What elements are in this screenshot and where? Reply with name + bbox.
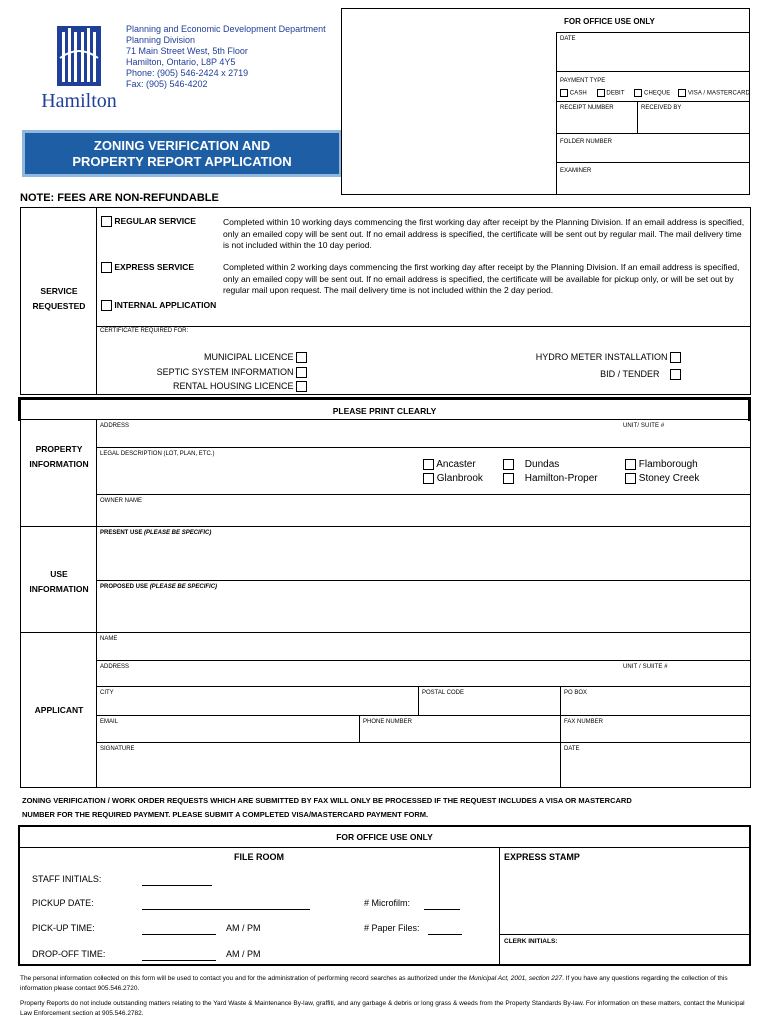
visa-mastercard-label: VISA / MASTERCARD [687, 90, 750, 97]
city-field[interactable] [97, 687, 419, 716]
receipt-number-field[interactable] [557, 102, 638, 134]
hamilton-proper-checkbox[interactable] [503, 473, 514, 484]
express-service-desc: Completed within 2 working days commencing the first working day after receipt by the Planning Division. If an email address is specified, only an emailed copy will be sent out. If no email address is specified, the certificate will be available for pickup only, or will be set out by regular mail upon request. The mail delivery time is not included within the 2 day period. [223, 262, 740, 295]
proposed-use-field[interactable] [97, 581, 751, 632]
hamilton-logo [38, 22, 120, 114]
present-use-field[interactable] [97, 527, 751, 581]
use-section [20, 526, 751, 633]
service-label-col [21, 208, 97, 394]
property-address-field[interactable] [97, 420, 751, 448]
pickup-time-line[interactable] [142, 934, 216, 935]
debit-checkbox[interactable] [597, 89, 605, 97]
pickup-date-label: PICKUP DATE: [32, 898, 94, 908]
owner-name-field[interactable] [97, 495, 751, 526]
fax-notice-line2: NUMBER FOR THE REQUIRED PAYMENT. PLEASE SUBMIT A COMPLETED VISA/MASTERCARD PAYMENT FORM. [22, 810, 429, 819]
ancaster-checkbox[interactable] [423, 459, 434, 470]
fax-number-label: FAX NUMBER [564, 719, 604, 725]
ancaster-label: Ancaster [436, 459, 476, 470]
microfilm-label: # Microfilm: [364, 898, 411, 908]
bid-tender-checkbox[interactable] [670, 369, 681, 380]
owner-name-label: OWNER NAME [100, 498, 142, 504]
applicant-name-label: NAME [100, 636, 118, 642]
property-unit-label: UNIT/ SUITE # [623, 423, 665, 429]
cash-label: CASH [569, 90, 587, 97]
clerk-initials-label: CLERK INITIALS: [504, 938, 558, 945]
regular-service-label: REGULAR SERVICE [114, 216, 196, 226]
folder-number-label: FOLDER NUMBER [560, 139, 613, 145]
microfilm-line[interactable] [424, 909, 460, 910]
municipal-licence-checkbox[interactable] [296, 352, 307, 363]
hydro-meter-label: HYDRO METER INSTALLATION [535, 352, 668, 362]
property-address-label: ADDRESS [100, 423, 130, 429]
form-title-line1: ZONING VERIFICATION AND [93, 138, 271, 153]
septic-system-label: SEPTIC SYSTEM INFORMATION [156, 367, 294, 377]
po-box-field[interactable] [561, 687, 751, 716]
express-stamp-label: EXPRESS STAMP [504, 852, 580, 862]
fax-notice-line1: ZONING VERIFICATION / WORK ORDER REQUESTS WHICH ARE SUBMITTED BY FAX WILL ONLY BE PROCESSED IF THE REQUEST INCLUDES A VISA OR MASTERCARD [22, 796, 632, 805]
dropoff-time-line[interactable] [142, 960, 216, 961]
applicant-section [20, 632, 751, 788]
property-section [20, 419, 751, 527]
cheque-label: CHEQUE [644, 90, 671, 97]
phone-number-label: PHONE NUMBER [363, 719, 413, 725]
dundas-label: Dundas [524, 459, 560, 470]
pickup-ampm-label: AM / PM [226, 923, 261, 933]
examiner-label: EXAMINER [560, 168, 592, 174]
received-by-label: RECEIVED BY [641, 105, 682, 111]
pickup-time-label: PICK-UP TIME: [32, 923, 95, 933]
legal-description-label: LEGAL DESCRIPTION (LOT, PLAN, ETC.) [100, 451, 215, 457]
certificate-required-label: CERTIFICATE REQUIRED FOR: [100, 328, 189, 334]
payment-type-field [557, 72, 750, 102]
flamborough-label: Flamborough [638, 459, 698, 470]
rental-housing-label: RENTAL HOUSING LICENCE [172, 381, 294, 391]
regular-service-checkbox[interactable] [101, 216, 112, 227]
office-bottom-title: FOR OFFICE USE ONLY [336, 832, 433, 842]
form-title-banner [22, 130, 342, 177]
cheque-checkbox[interactable] [634, 89, 642, 97]
fees-note: NOTE: FEES ARE NON-REFUNDABLE [20, 192, 219, 204]
septic-system-checkbox[interactable] [296, 367, 307, 378]
cash-checkbox[interactable] [560, 89, 568, 97]
dept-line: Planning Division [126, 35, 196, 45]
service-label-line1: SERVICE [40, 286, 78, 296]
date-label: DATE [560, 36, 576, 42]
bid-tender-label: BID / TENDER [600, 369, 660, 379]
staff-initials-label: STAFF INITIALS: [32, 874, 102, 884]
date-field[interactable] [557, 33, 750, 72]
signature-label: SIGNATURE [100, 746, 135, 752]
received-by-field[interactable] [638, 102, 750, 134]
receipt-number-label: RECEIPT NUMBER [560, 105, 614, 111]
property-reports-statement: Property Reports do not include outstanding matters relating to the Yard Waste & Maintenance By-law, graffiti, and any garbage & debris or long grass & weeds from the Property Standards By-law. For information on these matters, contact the Municipal Law Enforcement section at 905.546.2782. [20, 1000, 745, 1017]
city-label: CITY [100, 690, 114, 696]
postal-code-field[interactable] [419, 687, 561, 716]
applicant-date-label: DATE [564, 746, 580, 752]
privacy-act: Municipal Act, 2001, section 227 [468, 975, 563, 982]
internal-application-checkbox[interactable] [101, 300, 112, 311]
service-options [97, 208, 751, 327]
proposed-use-label: PROPOSED USE [100, 584, 149, 590]
privacy-statement [20, 974, 750, 994]
use-label-line2: INFORMATION [29, 584, 89, 595]
email-field[interactable] [97, 716, 360, 743]
dropoff-ampm-label: AM / PM [226, 949, 261, 959]
certificate-required [97, 327, 751, 394]
print-clearly-label: PLEASE PRINT CLEARLY [332, 406, 437, 416]
examiner-field[interactable] [557, 163, 750, 195]
fax-number-field[interactable] [561, 716, 751, 743]
rental-housing-checkbox[interactable] [296, 381, 307, 392]
paper-files-line[interactable] [428, 934, 462, 935]
applicant-label: APPLICANT [34, 705, 84, 715]
dept-line: Phone: (905) 546-2424 x 2719 [126, 68, 249, 78]
flamborough-checkbox[interactable] [625, 459, 636, 470]
hydro-meter-checkbox[interactable] [670, 352, 681, 363]
print-clearly-bar [18, 397, 751, 421]
dept-line: Fax: (905) 546-4202 [126, 79, 208, 89]
department-address [126, 24, 326, 90]
applicant-address-field[interactable] [97, 661, 751, 687]
use-label-line1: USE [50, 569, 68, 579]
service-section [20, 207, 751, 395]
regular-service-desc: Completed within 10 working days commencing the first working day after receipt by the Planning Division. If an email address is specified, only an emailed copy will be sent out. If no email address is specified, the certificate will be sent out by regular mail. The mail delivery time is not included within the 10 day period. [223, 217, 745, 250]
paper-files-label: # Paper Files: [364, 923, 420, 933]
property-label-line1: PROPERTY [35, 444, 83, 454]
logo-text: Hamilton [41, 90, 117, 112]
proposed-use-note: (PLEASE BE SPECIFIC) [149, 584, 218, 590]
postal-code-label: POSTAL CODE [422, 690, 465, 696]
folder-number-field[interactable] [557, 134, 750, 163]
property-label-line2: INFORMATION [29, 459, 89, 470]
pickup-date-line[interactable] [142, 909, 310, 910]
applicant-unit-label: UNIT / SUIITE # [623, 664, 668, 670]
staff-initials-line[interactable] [142, 885, 212, 886]
logo-mark-icon [38, 22, 120, 92]
present-use-note: (PLEASE BE SPECIFIC) [144, 530, 212, 536]
dept-line: Planning and Economic Development Department [126, 24, 326, 34]
office-fields [556, 32, 750, 195]
glanbrook-label: Glanbrook [436, 473, 483, 484]
glanbrook-checkbox[interactable] [423, 473, 434, 484]
hamilton-proper-label: Hamilton-Proper [524, 473, 598, 484]
form-title-line2: PROPERTY REPORT APPLICATION [72, 154, 292, 169]
present-use-label: PRESENT USE [100, 530, 143, 536]
express-service-checkbox[interactable] [101, 262, 112, 273]
applicant-date-field[interactable] [561, 743, 751, 787]
dept-line: 71 Main Street West, 5th Floor [126, 46, 248, 56]
stoney-creek-label: Stoney Creek [638, 473, 700, 484]
office-bottom-section [18, 825, 751, 966]
applicant-name-field[interactable] [97, 633, 751, 661]
municipal-licence-label: MUNICIPAL LICENCE [203, 352, 294, 362]
applicant-address-label: ADDRESS [100, 664, 130, 670]
legal-description-field[interactable] [97, 448, 751, 495]
internal-application-label: INTERNAL APPLICATION [114, 300, 217, 310]
file-room-label: FILE ROOM [234, 852, 284, 862]
debit-label: DEBIT [606, 90, 625, 97]
stoney-creek-checkbox[interactable] [625, 473, 636, 484]
privacy-text-b: . If you have any questions regarding the collection of this information please contact 905.546.2720. [20, 975, 728, 992]
phone-number-field[interactable] [360, 716, 561, 743]
fax-notice [22, 794, 632, 822]
service-label-line2: REQUESTED [32, 301, 86, 312]
privacy-text-a: The personal information collected on this form will be used to contact you and for the administration of performing record searches as authorized under the [20, 975, 469, 982]
dept-line: Hamilton, Ontario, L8P 4Y5 [126, 57, 236, 67]
payment-type-label: PAYMENT TYPE [560, 78, 606, 84]
office-use-title: FOR OFFICE USE ONLY [564, 17, 655, 26]
express-service-label: EXPRESS SERVICE [114, 262, 195, 272]
email-label: EMAIL [100, 719, 119, 725]
dundas-checkbox[interactable] [503, 459, 514, 470]
dropoff-time-label: DROP-OFF TIME: [32, 949, 106, 959]
visa-mastercard-checkbox[interactable] [678, 89, 686, 97]
po-box-label: PO BOX [564, 690, 588, 696]
signature-field[interactable] [97, 743, 561, 787]
